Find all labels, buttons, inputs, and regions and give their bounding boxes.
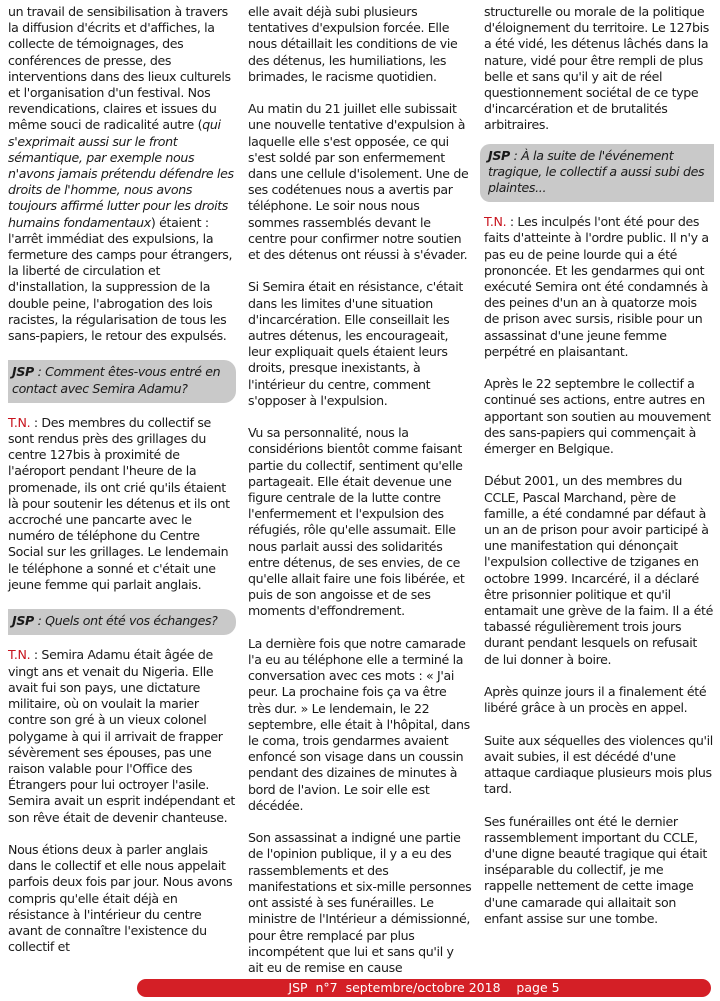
question-tag: JSP bbox=[12, 613, 34, 629]
paragraph: Si Semira était en résistance, c'était dans les limites d'une situation d'incarcération. Elle conseillait les autres détenus, les encourageait, leur expliquait quels étaient leurs droits, presque inexistants, à l'intérieur du centre, comment s'opposer à l'expulsion. bbox=[248, 279, 463, 408]
answer-text: : Semira Adamu était âgée de vingt ans et venait du Nigeria. Elle avait fui son pays, une dictature militaire, où on voulait la marier contre son gré à un vieux colonel polygame à qui il arrivait de frapper sévèrement ses épouses, pas une raison valable pour l'Office des Étrangers pour lui octroyer l'asile. Semira avait un esprit indépendant et son rêve était de devenir chanteuse. bbox=[8, 647, 235, 825]
paragraph: Vu sa personnalité, nous la considérions bientôt comme faisant partie du collectif, sentiment qu'elle partageait. Elle était devenue une figure centrale de la lutte contre l'enfermement et l'expulsion des réfugiés, rôle qu'elle assumait. Elle nous parlait aussi des solidarités entre détenus, de ses envies, de ce qu'elle allait faire une fois libérée, et puis de son angoisse et de ses moments d'effondrement. bbox=[248, 425, 465, 619]
question-text: : Comment êtes-vous entré en contact avec Semira Adamu? bbox=[12, 364, 221, 396]
paragraph: Au matin du 21 juillet elle subissait une nouvelle tentative d'expulsion à laquelle elle s'est opposée, ce qui s'est soldé par son enfermement dans une cellule d'isolement. Une de ses codétenues nous a avertis par téléphone. Le soir nous nous sommes rassemblés devant le centre pour confirmer notre soutien et des détenus ont réussi à s'évader. bbox=[248, 101, 469, 263]
answer-text: : Les inculpés l'ont été pour des faits d'atteinte à l'ordre public. Il n'y a pas eu de peine lourde qui a été prononcée. Et les gendarmes qui ont exécuté Semira ont été condamnés à des peines d'un an à quatorze mois de prison avec sursis, risible pour un assassinat d'une jeune femme perpétré en plaisantant. bbox=[484, 214, 709, 359]
column-1 bbox=[8, 4, 236, 955]
paragraph: La dernière fois que notre camarade l'a eu au téléphone elle a terminé la conversation avec ces mots : « J'ai peur. La prochaine fois ça va être très dur. » Le lendemain, le 22 septembre, elle était à l'hôpital, dans le coma, trois gendarmes avaient enfoncé son visage dans un coussin pendant des dizaines de minutes à bord de l'avion. Le soir elle est décédée. bbox=[248, 635, 470, 813]
question-text: : Quels ont été vos échanges? bbox=[33, 613, 218, 629]
page-footer bbox=[137, 979, 711, 997]
question-box bbox=[8, 360, 236, 402]
paragraph: elle avait déjà subi plusieurs tentatives d'expulsion forcée. Elle nous détaillait les conditions de vie des détenus, les humiliations, les brimades, le racisme quotidien. bbox=[248, 4, 458, 84]
answer-paragraph bbox=[484, 214, 714, 360]
paragraph-emphasis: qui s'exprimait aussi sur le front sémantique, par exemple nous n'avons jamais prétendu défendre les droits de l'homme, nous avons toujours affirmé lutter pour les droits humains fondamentaux bbox=[8, 117, 234, 230]
footer-text: JSP n°7 septembre/octobre 2018 page 5 bbox=[288, 980, 560, 995]
answer-label: T.N. bbox=[8, 647, 31, 663]
answer-label: T.N. bbox=[8, 414, 31, 430]
column-3 bbox=[484, 4, 714, 927]
paragraph: Son assassinat a indigné une partie de l'opinion publique, il y a eu des rassemblements et des manifestations et six-mille personnes ont assisté à ses funérailles. Le ministre de l'Intérieur a démissionné, pour être remplacé par plus incompétent que lui et sans qu'il y ait eu de remise en cause bbox=[248, 830, 472, 975]
answer-paragraph bbox=[8, 415, 236, 593]
paragraph-text: un travail de sensibilisation à travers la diffusion d'écrits et d'affiches, la collecte de témoignages, des conférences de presse, des interventions dans des lieux culturels et l'organisation d'un festival. Nos revendications, claires et issues du même souci de radicalité autre ( bbox=[8, 4, 231, 133]
paragraph: Après quinze jours il a finalement été libéré grâce à un procès en appel. bbox=[484, 684, 707, 716]
paragraph: structurelle ou morale de la politique d'éloignement du territoire. Le 127bis a été vidé, les détenus lâchés dans la nature, vidé pour être rempli de plus belle et sans qu'il y ait de réel questionnement sociétal de ce type d'incarcération et de brutalités arbitraires. bbox=[484, 4, 710, 133]
paragraph: Suite aux séquelles des violences qu'il avait subies, il est décédé d'une attaque cardiaque plusieurs mois plus tard. bbox=[484, 732, 713, 797]
question-text: : À la suite de l'événement tragique, le collectif a aussi subi des plaintes... bbox=[488, 147, 705, 196]
question-tag: JSP bbox=[488, 147, 510, 163]
answer-label: T.N. bbox=[484, 214, 507, 230]
question-box bbox=[8, 609, 236, 635]
question-tag: JSP bbox=[12, 364, 34, 380]
answer-text: : Des membres du collectif se sont rendus près des grillages du centre 127bis à proximité de l'aéroport pendant l'heure de la promenade, ils ont crié qu'ils étaient là pour soutenir les détenus et ils ont accroché une pancarte avec le numéro de téléphone du Centre Social sur les grillages. Le lendemain le téléphone a sonné et c'était une jeune femme qui parlait anglais. bbox=[8, 414, 230, 592]
paragraph: Ses funérailles ont été le dernier rassemblement important du CCLE, d'une digne beauté tragique qui était inséparable du collectif, je me rappelle nettement de cette image d'une camarade qui allaitait son enfant assise sur une tombe. bbox=[484, 813, 707, 926]
paragraph: Après le 22 septembre le collectif a continué ses actions, entre autres en apportant son soutien au mouvement des sans-papiers qui commençait à émerger en Belgique. bbox=[484, 376, 711, 457]
paragraph-intro bbox=[8, 4, 236, 344]
question-box bbox=[480, 144, 714, 203]
paragraph-text: ) étaient : l'arrêt immédiat des expulsions, la fermeture des camps pour étrangers, la liberté de circulation et d'installation, la suppression de la double peine, l'abrogation des lois racistes, la régularisation de tous les sans-papiers, le retour des expulsés. bbox=[8, 214, 233, 344]
paragraph: Nous étions deux à parler anglais dans le collectif et elle nous appelait parfois deux fois par jour. Nous avons compris qu'elle était déjà en résistance à l'intérieur du centre avant de connaître l'existence du collectif et bbox=[8, 841, 233, 955]
column-2 bbox=[248, 4, 472, 976]
answer-paragraph bbox=[8, 647, 236, 825]
paragraph: Début 2001, un des membres du CCLE, Pascal Marchand, père de famille, a été condamné par défaut à un an de prison pour avoir participé à une manifestation qui dénonçait l'expulsion collective de tziganes en octobre 1999. Incarcéré, il a déclaré être prisonnier politique et qu'il entamait une grève de la faim. Il a été tabassé régulièrement trois jours durant pendant lesquels on refusait de lui donner à boire. bbox=[484, 473, 713, 667]
